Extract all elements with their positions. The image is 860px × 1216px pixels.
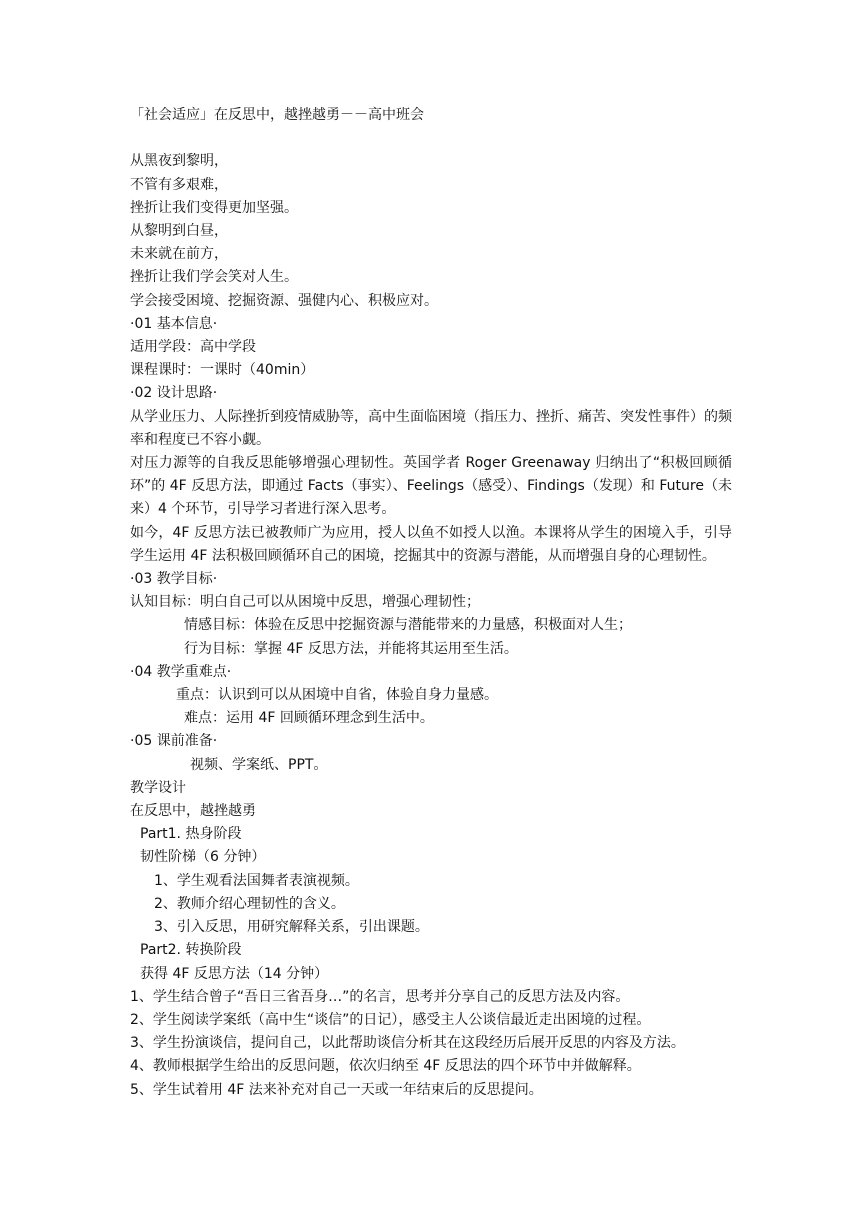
preparation-materials: 视频、学案纸、PPT。	[190, 756, 328, 773]
goal-behavioral: 行为目标：掌握 4F 反思方法，并能将其运用至生活。	[184, 640, 518, 657]
difficult-point: 难点：运用 4F 回顾循环理念到生活中。	[184, 710, 434, 727]
key-point: 重点：认识到可以从困境中自省，体验自身力量感。	[176, 687, 498, 704]
section-heading-preparation: ·05 课前准备·	[130, 733, 218, 750]
design-paragraph: 对压力源等的自我反思能够增强心理韧性。英国学者 Roger Greenaway 归纳出了“积极回顾循环”的 4F 反思方法，即通过 Facts（事实）、Feelings（感受）、Findings（发现）和 Future（未来）4 个环节，引导学习者进行深入思考。	[130, 455, 732, 518]
poem-line: 学会接受困境、挖掘资源、强健内心、积极应对。	[130, 292, 438, 309]
blank-line	[130, 127, 732, 150]
section-heading-design-idea: ·02 设计思路·	[130, 385, 218, 402]
part1-title: Part1. 热身阶段	[140, 826, 242, 843]
part2-title: Part2. 转换阶段	[140, 942, 242, 959]
document-title: 「社会适应」在反思中，越挫越勇－－高中班会	[130, 107, 424, 123]
part1-step: 2、教师介绍心理韧性的含义。	[154, 895, 345, 912]
applicable-stage: 适用学段：高中学段	[130, 339, 256, 356]
part1-activity: 韧性阶梯（6 分钟）	[140, 849, 266, 866]
design-paragraph: 如今，4F 反思方法已被教师广为应用，授人以鱼不如授人以渔。本课将从学生的困境入手，引导学生运用 4F 法积极回顾循环自己的困境，挖掘其中的资源与潜能，从而增强自身的心理韧性。	[130, 524, 732, 564]
poem-line: 从黑夜到黎明，	[130, 153, 228, 170]
goal-emotional: 情感目标：体验在反思中挖掘资源与潜能带来的力量感，积极面对人生；	[184, 617, 632, 634]
poem-line: 从黎明到白昼，	[130, 223, 228, 239]
poem-line: 不管有多艰难，	[130, 176, 228, 193]
section-heading-key-points: ·04 教学重难点·	[130, 663, 232, 680]
part1-step: 1、学生观看法国舞者表演视频。	[154, 872, 359, 889]
course-hours: 课程课时：一课时（40min）	[130, 362, 315, 379]
poem-line: 未来就在前方，	[130, 246, 228, 263]
goal-cognitive: 认知目标：明白自己可以从困境中反思，增强心理韧性；	[130, 594, 480, 611]
part2-step: 3、学生扮演谈信，提问自己，以此帮助谈信分析其在这段经历后展开反思的内容及方法。	[130, 1035, 685, 1052]
part2-step: 2、学生阅读学案纸（高中生“谈信”的日记），感受主人公谈信最近走出困境的过程。	[130, 1011, 651, 1028]
part2-step: 1、学生结合曾子“吾日三省吾身…”的名言，思考并分享自己的反思方法及内容。	[130, 988, 630, 1005]
section-heading-basic-info: ·01 基本信息·	[130, 315, 218, 332]
part2-step: 5、学生试着用 4F 法来补充对自己一天或一年结束后的反思提问。	[130, 1081, 543, 1098]
part2-step: 4、教师根据学生给出的反思问题，依次归纳至 4F 反思法的四个环节中并做解释。	[130, 1058, 641, 1075]
poem-line: 挫折让我们学会笑对人生。	[130, 269, 298, 286]
poem-line: 挫折让我们变得更加坚强。	[130, 199, 298, 216]
part2-activity: 获得 4F 反思方法（14 分钟）	[140, 965, 329, 982]
teaching-design-heading: 教学设计	[130, 779, 186, 796]
design-paragraph: 从学业压力、人际挫折到疫情威胁等，高中生面临困境（指压力、挫折、痛苦、突发性事件）的频率和程度已不容小觑。	[130, 408, 732, 448]
teaching-design-subtitle: 在反思中，越挫越勇	[130, 803, 256, 820]
part1-step: 3、引入反思，用研究解释关系，引出课题。	[154, 919, 429, 936]
section-heading-teaching-goals: ·03 教学目标·	[130, 571, 218, 588]
document-body	[130, 104, 732, 1102]
